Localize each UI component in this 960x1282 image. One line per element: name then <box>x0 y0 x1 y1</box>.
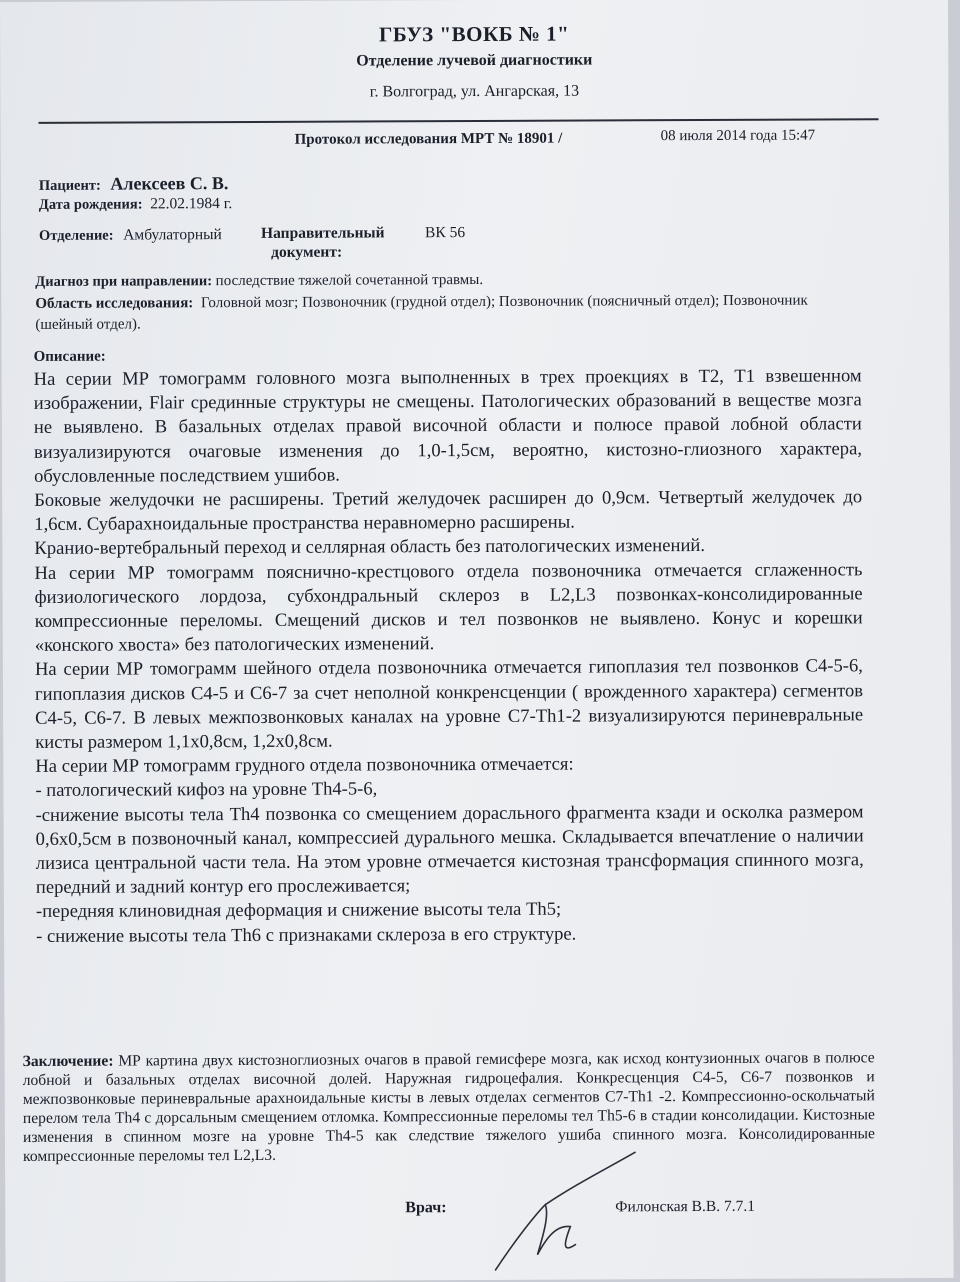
conclusion-text: МР картина двух кистозноглиозных очагов в правой гемисфере мозга, как исход контузионных очагов в полюсе лобной и базальных отделах височной долей. Наружная гидроцефалия. Конкресценция С4-5, С6-7 позвонков и межпозвонковые периневральные арахноидальные кисты в левых отделах сегментов С7-Th1 -2. Компрессионно-оскольчатый перелом тела Th4 с дорсальным смещением отломка. Компрессионные переломы тел Th5-6 в стадии консолидации. Кистозные изменения в спинном мозге на уровне Th4-5 как следствие тяжелого ушиба спинного мозга. Консолидированные компрессионные переломы тел L2,L3. <box>22 1049 875 1165</box>
area-block <box>35 290 835 335</box>
description-paragraph: -передняя клиновидная деформация и снижение высоты тела Th5; <box>35 899 562 923</box>
description-paragraph: На серии МР томограмм головного мозга выполненных в трех проекциях в Т2, Т1 взвешенном изображении, Flair срединные структуры не смещены. Патологических образований в веществе мозга не выявлено. В базальных отделах правой височной области и полюсе правой лобной области визуализируются очаговые изменения до 1,0-1,5см, вероятно, кистозно-глиозного характера, обусловленные последствием ушибов. <box>33 365 863 487</box>
doctor-name: Филонская В.В. 7.7.1 <box>615 1197 755 1216</box>
description-paragraph: На серии МР томограмм грудного отдела позвоночника отмечается: <box>35 753 574 778</box>
referral-value: ВК 56 <box>424 224 466 242</box>
referral-label-2: документ: <box>271 243 343 261</box>
department-title: Отделение лучевой диагностики <box>356 51 593 70</box>
description-paragraph: - патологический кифоз на уровне Th4-5-6, <box>35 778 378 802</box>
doctor-label: Врач: <box>405 1199 447 1217</box>
description-paragraph: На серии МР томограмм пояснично-крестцового отдела позвоночника отмечается сглаженность физиологического лордоза, субхондральный склероз в L2,L3 позвонках-консолидированные компрессионные переломы. Смещений дисков и тел позвонков не выявлено. Конус и корешки «конского хвоста» без патологических изменений. <box>34 558 863 657</box>
description-label: Описание: <box>33 348 106 365</box>
address: г. Волгоград, ул. Ангарская, 13 <box>369 82 580 101</box>
description-paragraph: На серии МР томограмм шейного отдела позвоночника отмечается гипоплазия тел позвонков С4-5-6, гипоплазия дисков С4-5 и С6-7 за счет неполной конкренсценции ( врожденного характера) сегментов С4-5, С6-7. В левых межпозвонковых каналах на уровне С7-Th1-2 визуализируются периневральные кисты размером 1,1х0,8см, 1,2х0,8см. <box>34 655 864 753</box>
protocol-datetime: 08 июля 2014 года 15:47 <box>660 127 816 145</box>
birth-date: 22.02.1984 г. <box>150 195 233 213</box>
patient-name-row <box>39 173 229 195</box>
description-paragraph: Кранио-вертебральный переход и селлярная область без патологических изменений. <box>34 535 706 560</box>
header-divider <box>39 118 879 124</box>
organization-title: ГБУЗ "ВОКБ № 1" <box>378 21 570 47</box>
description-paragraph: - снижение высоты тела Th6 с признаками склероза в его структуре. <box>36 923 577 947</box>
patient-dept-label: Отделение: <box>38 227 114 244</box>
patient-dept-value: Амбулаторный <box>123 226 222 244</box>
referral-label-1: Направительный <box>260 224 385 242</box>
diagnosis-row <box>35 272 483 291</box>
birth-date-row <box>39 195 232 214</box>
department-row <box>39 226 222 245</box>
conclusion-block <box>23 1048 875 1166</box>
patient-name: Алексеев С. В. <box>110 173 229 194</box>
description-paragraph: Боковые желудочки не расширены. Третий желудочек расширен до 0,9см. Четвертый желудочек до 1,6см. Субарахноидальные пространства неравномерно расширены. <box>34 486 863 536</box>
diagnosis-value: последствие тяжелой сочетанной травмы. <box>215 271 484 290</box>
description-body <box>34 364 865 948</box>
conclusion-label: Заключение: <box>22 1052 114 1070</box>
area-value: Головной мозг; Позвоночник (грудной отдел); Позвоночник (поясничный отдел); Позвоночник (шейный отдел). <box>35 292 808 333</box>
area-label: Область исследования: <box>35 295 194 312</box>
description-paragraph: -снижение высоты тела Th4 позвонка со смещением дорасльного фрагмента кзади и осколка размером 0,6х0,5см в позвоночный канал, компрессией дурального мешка. Складывается впечатление о наличии лизиса центральной части тела. На этом уровне отмечается кистозная трансформация спинного мозга, передний и задний контур его прослеживается; <box>35 800 864 899</box>
patient-name-label: Пациент: <box>38 177 101 194</box>
protocol-title: Протокол исследования МРТ № 18901 / <box>294 130 563 148</box>
birth-date-label: Дата рождения: <box>38 196 143 213</box>
diagnosis-label: Диагноз при направлении: <box>35 273 213 290</box>
